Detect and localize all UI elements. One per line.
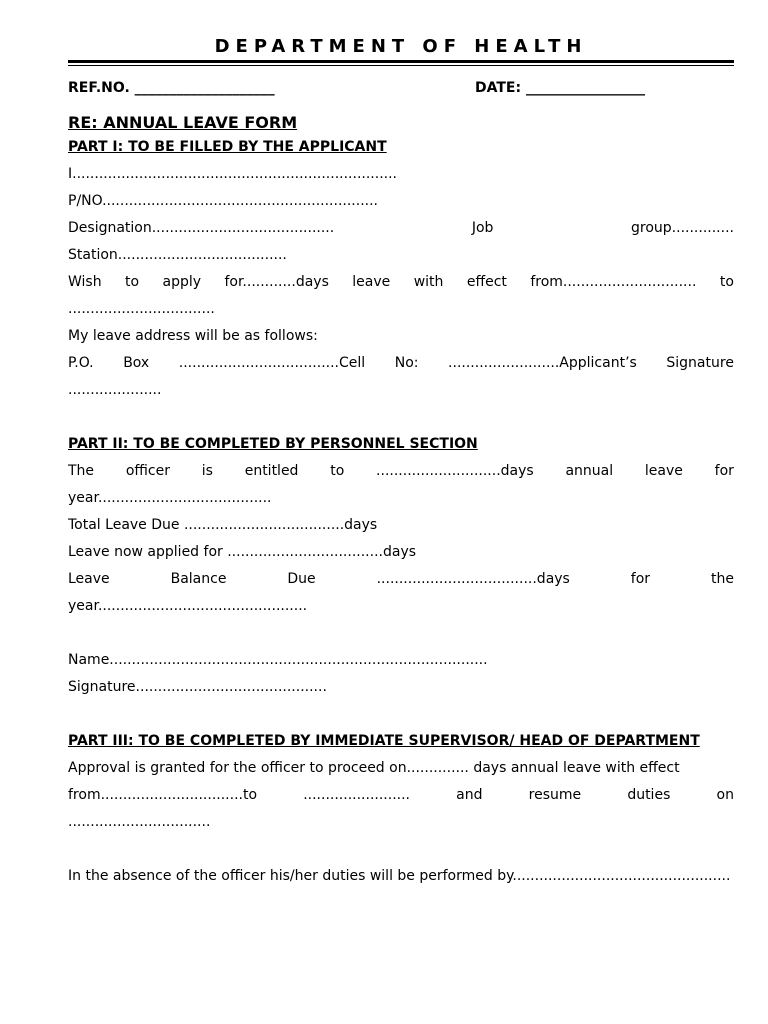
- approval-text[interactable]: Approval is granted for the officer to proceed on.............. days annual leave with effect: [68, 760, 680, 776]
- pobox-word: P.O.: [68, 355, 94, 371]
- applicant-name-field[interactable]: I.........................................................................: [68, 166, 397, 182]
- department-title: DEPARTMENT OF HEALTH: [214, 36, 588, 57]
- balance-word: Leave: [68, 571, 110, 587]
- wish-word: apply: [162, 274, 202, 290]
- job-group-field[interactable]: group..............: [631, 220, 734, 236]
- pno-field[interactable]: P/NO..............................................................: [68, 193, 378, 209]
- ref-no-field[interactable]: REF.NO. ____________________: [68, 80, 275, 96]
- entitled-word: officer: [125, 463, 170, 479]
- entitled-year-field[interactable]: year.......................................: [68, 490, 272, 506]
- to-field[interactable]: ........................: [303, 787, 411, 803]
- resume-word: on: [716, 787, 734, 803]
- designation-field[interactable]: Designation.........................................: [68, 220, 335, 236]
- personnel-signature-field[interactable]: Signature...........................................: [68, 679, 327, 695]
- entitled-word: leave: [644, 463, 683, 479]
- cell-no-field[interactable]: .........................Applicant’s: [448, 355, 637, 371]
- entitled-word: entitled: [244, 463, 299, 479]
- entitled-word: The: [68, 463, 95, 479]
- from-date-field[interactable]: from..............................: [530, 274, 697, 290]
- spacer: [68, 620, 734, 647]
- pobox-word: No:: [394, 355, 419, 371]
- balance-word: Due: [287, 571, 316, 587]
- part1-heading: PART I: TO BE FILLED BY THE APPLICANT: [68, 139, 387, 155]
- from-field[interactable]: from................................to: [68, 787, 258, 803]
- resume-word: and: [456, 787, 483, 803]
- pobox-word: Box: [123, 355, 150, 371]
- balance-word: the: [710, 571, 734, 587]
- entitled-row: [68, 458, 734, 485]
- designation-row: [68, 215, 734, 242]
- form-title: RE: ANNUAL LEAVE FORM: [68, 113, 298, 132]
- spacer: [68, 404, 734, 431]
- balance-year-field[interactable]: year...............................................: [68, 598, 308, 614]
- resume-date-field[interactable]: ................................: [68, 814, 211, 830]
- resume-row: [68, 782, 734, 809]
- job-label: Job: [471, 220, 494, 236]
- date-field[interactable]: DATE: _________________: [475, 80, 645, 96]
- wish-word: to: [719, 274, 734, 290]
- balance-word: Balance: [170, 571, 227, 587]
- pobox-word: Signature: [666, 355, 734, 371]
- address-intro: My leave address will be as follows:: [68, 328, 318, 344]
- part2-heading: PART II: TO BE COMPLETED BY PERSONNEL SECTION: [68, 436, 478, 452]
- leave-form-page: [68, 36, 734, 890]
- pobox-field[interactable]: ....................................Cell: [178, 355, 366, 371]
- spacer: [68, 836, 734, 863]
- part3-heading: PART III: TO BE COMPLETED BY IMMEDIATE SUPERVISOR/ HEAD OF DEPARTMENT: [68, 733, 700, 749]
- entitled-word: to: [330, 463, 345, 479]
- to-date-field[interactable]: .................................: [68, 301, 215, 317]
- pobox-row: [68, 350, 734, 377]
- station-field[interactable]: Station......................................: [68, 247, 287, 263]
- personnel-name-field[interactable]: Name.....................................................................................: [68, 652, 488, 668]
- applicant-signature-field[interactable]: .....................: [68, 382, 162, 398]
- balance-word: for: [630, 571, 651, 587]
- balance-row: [68, 566, 734, 593]
- spacer: [68, 701, 734, 728]
- entitled-word: annual: [565, 463, 614, 479]
- title-rule-thick: [68, 60, 734, 63]
- entitled-days-field[interactable]: ............................days: [376, 463, 534, 479]
- entitled-word: is: [201, 463, 213, 479]
- resume-word: duties: [627, 787, 671, 803]
- wish-word: leave: [352, 274, 391, 290]
- days-field[interactable]: for............days: [224, 274, 329, 290]
- wish-word: effect: [466, 274, 507, 290]
- absence-text[interactable]: In the absence of the officer his/her duties will be performed by.................................................: [68, 868, 731, 884]
- leave-applied-field[interactable]: Leave now applied for ...................................days: [68, 544, 417, 560]
- wish-row: [68, 269, 734, 296]
- title-rule-thin: [68, 65, 734, 66]
- wish-word: to: [125, 274, 140, 290]
- resume-word: resume: [528, 787, 582, 803]
- wish-word: with: [413, 274, 444, 290]
- wish-word: Wish: [68, 274, 102, 290]
- balance-days-field[interactable]: ....................................days: [376, 571, 570, 587]
- total-leave-due-field[interactable]: Total Leave Due ....................................days: [68, 517, 378, 533]
- ref-date-row: [68, 78, 734, 98]
- entitled-word: for: [714, 463, 734, 479]
